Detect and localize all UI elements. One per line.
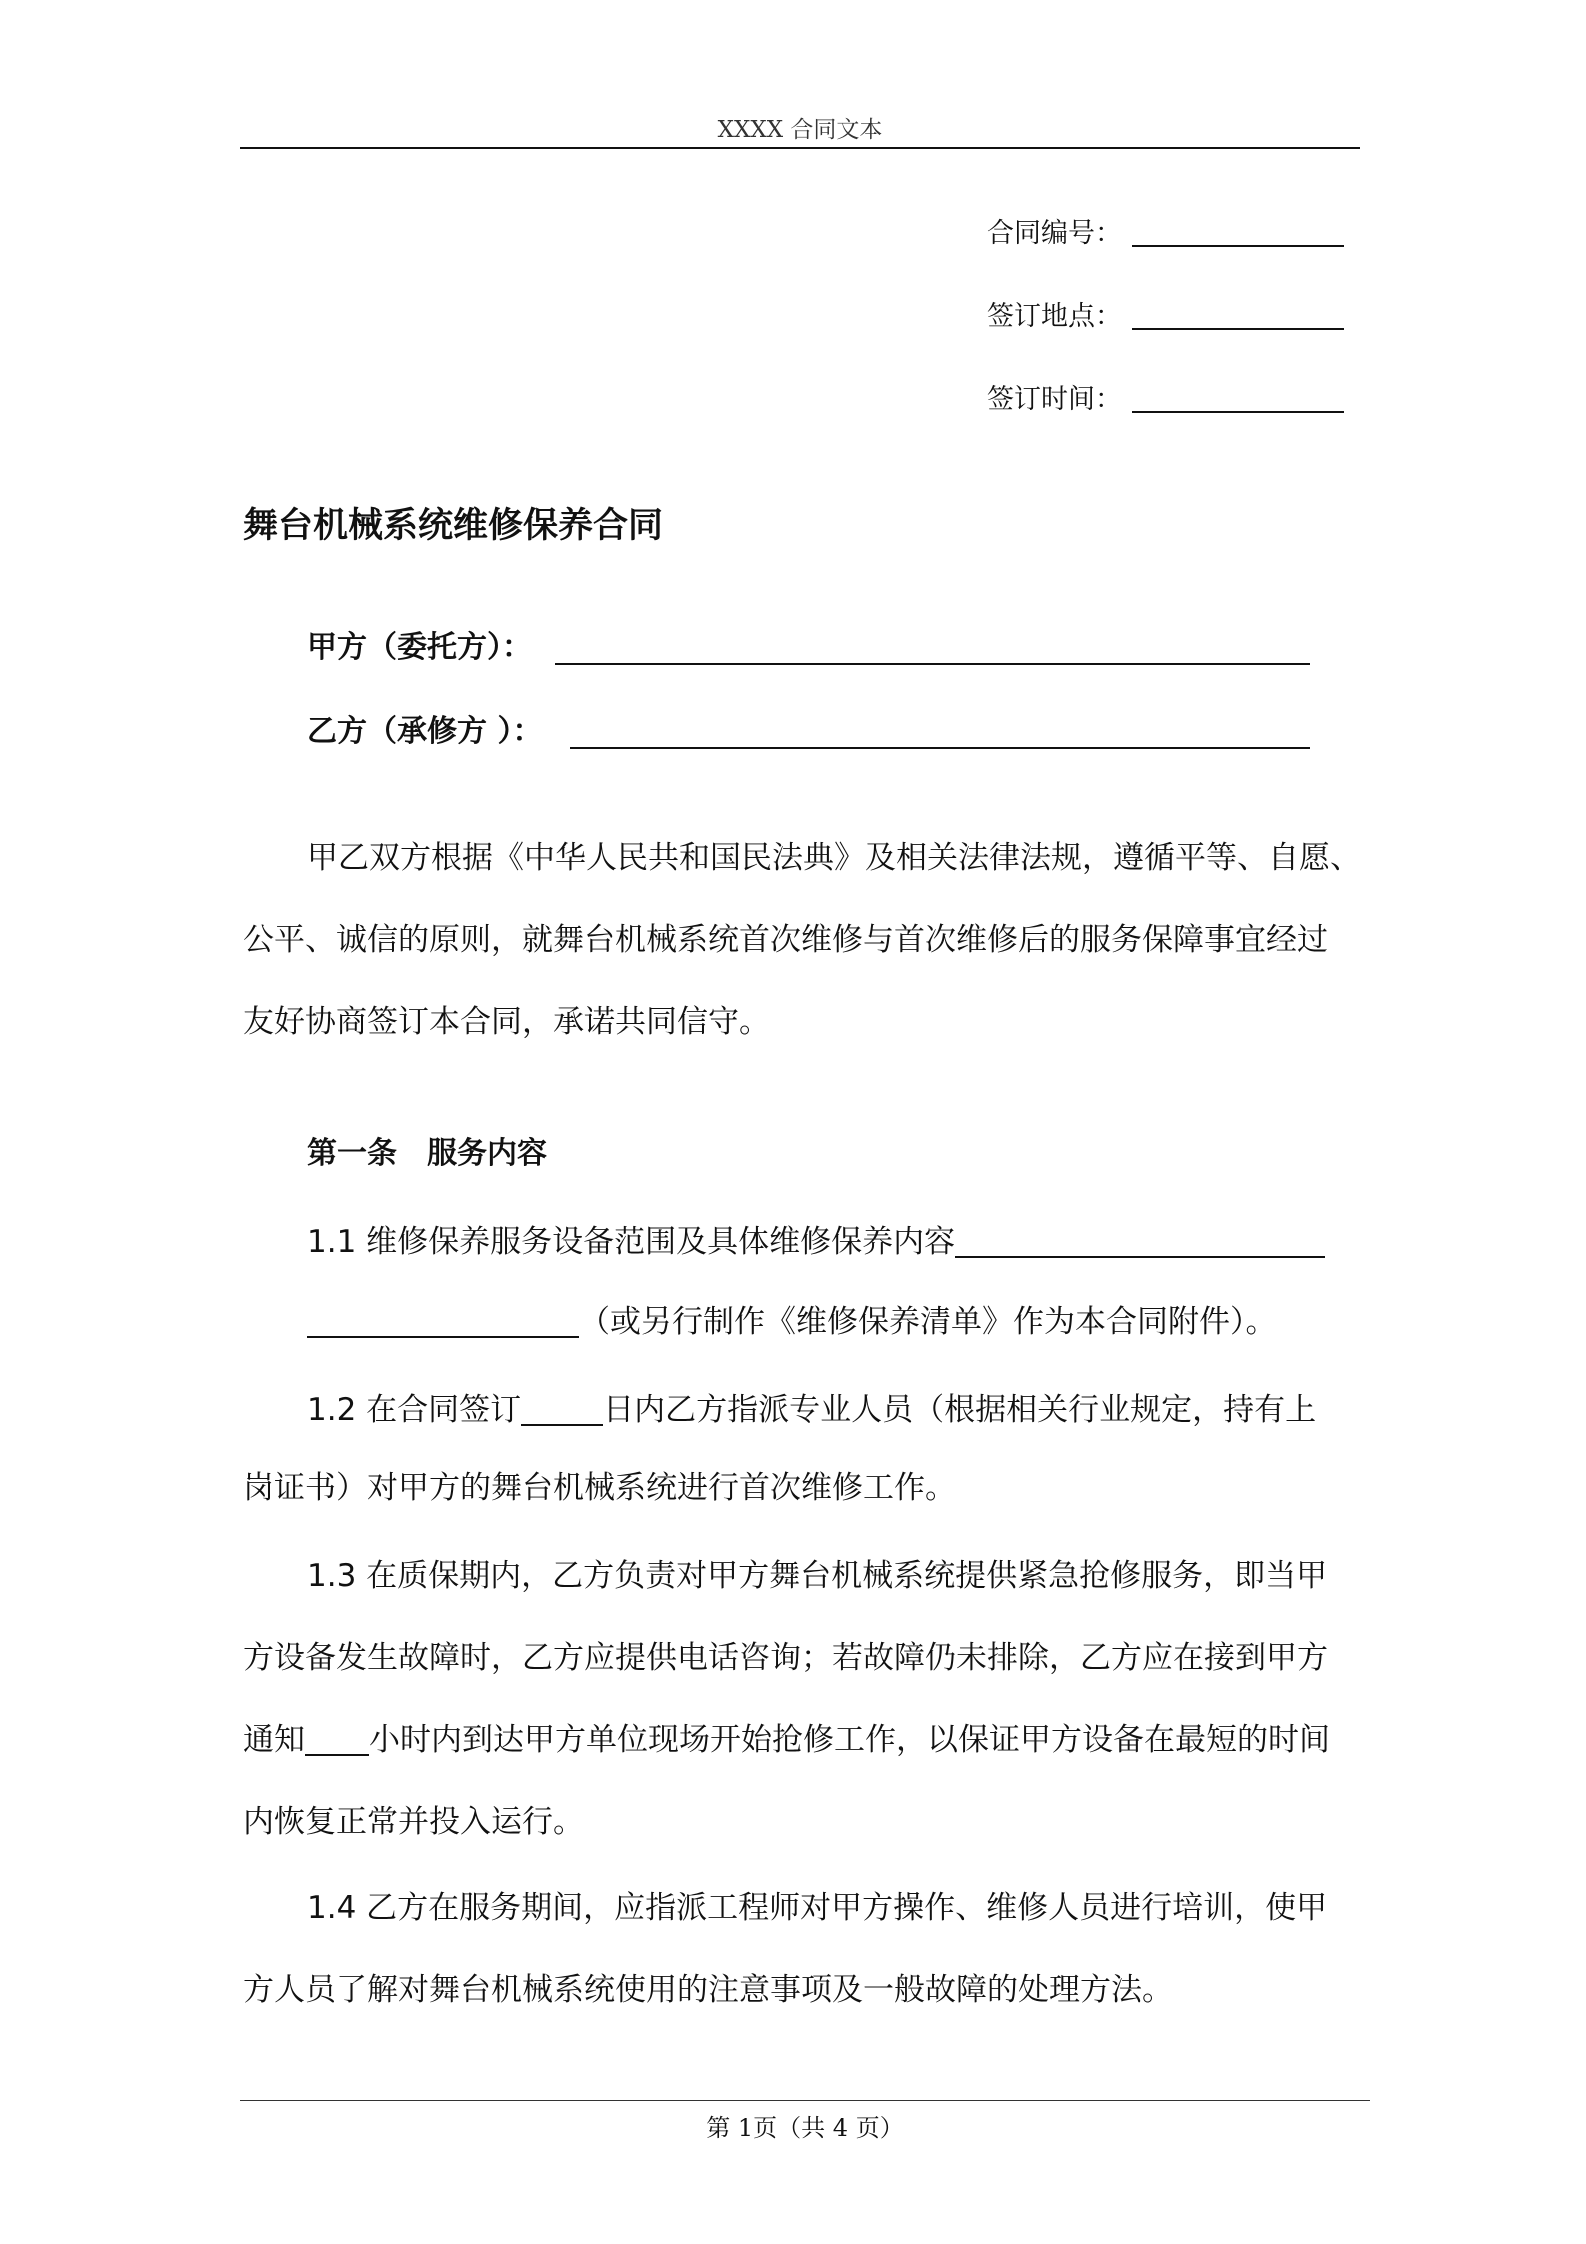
- clause-1-3-line-3: [243, 1714, 1330, 1759]
- sign-place-label: 签订地点：: [987, 301, 1122, 332]
- clause-1-2-line-2: 岗证书）对甲方的舞台机械系统进行首次维修工作。: [243, 1470, 956, 1506]
- hours-blank[interactable]: [305, 1723, 369, 1756]
- clause-1-2-text-a: 1.2 在合同签订: [307, 1392, 522, 1428]
- party-a-blank[interactable]: [555, 663, 1310, 665]
- footer-rule: [240, 2100, 1370, 2101]
- page-number: 第 1页（共 4 页）: [706, 2114, 904, 2142]
- clause-1-1-text: 1.1 维修保养服务设备范围及具体维修保养内容: [307, 1224, 956, 1260]
- intro-line-2: 公平、诚信的原则，就舞台机械系统首次维修与首次维修后的服务保障事宜经过: [243, 922, 1328, 958]
- article-number: 第一条: [307, 1136, 397, 1171]
- party-b-blank[interactable]: [570, 747, 1310, 749]
- article-title: 服务内容: [427, 1136, 547, 1171]
- clause-1-1-line-1: [307, 1216, 1325, 1261]
- clause-1-3-line-1: 1.3 在质保期内，乙方负责对甲方舞台机械系统提供紧急抢修服务，即当甲: [307, 1558, 1328, 1594]
- days-blank[interactable]: [521, 1393, 603, 1426]
- contract-number-blank[interactable]: [1132, 245, 1344, 247]
- intro-line-3: 友好协商签订本合同，承诺共同信守。: [243, 1004, 770, 1040]
- clause-1-3-line-4: 内恢复正常并投入运行。: [243, 1804, 584, 1840]
- clause-1-1-line-2: [307, 1296, 1277, 1341]
- sign-time-blank[interactable]: [1132, 411, 1344, 413]
- clause-1-2-line-1: [307, 1384, 1316, 1429]
- contract-number-label: 合同编号：: [987, 218, 1122, 249]
- party-b-label: 乙方（承修方 ）：: [307, 714, 543, 749]
- sign-time-label: 签订时间：: [987, 384, 1122, 415]
- clause-1-3-text-b: 小时内到达甲方单位现场开始抢修工作，以保证甲方设备在最短的时间: [369, 1722, 1330, 1758]
- header-rule: [240, 147, 1360, 149]
- document-title: 舞台机械系统维修保养合同: [243, 506, 664, 546]
- service-scope-blank-2[interactable]: [307, 1305, 579, 1338]
- clause-1-4-line-2: 方人员了解对舞台机械系统使用的注意事项及一般故障的处理方法。: [243, 1972, 1173, 2008]
- article-1-heading: [307, 1128, 547, 1172]
- clause-1-1-text-2: （或另行制作《维修保养清单》作为本合同附件）。: [579, 1304, 1277, 1340]
- clause-1-3-text-a: 通知: [243, 1722, 305, 1758]
- clause-1-3-line-2: 方设备发生故障时，乙方应提供电话咨询；若故障仍未排除，乙方应在接到甲方: [243, 1640, 1328, 1676]
- clause-1-2-text-b: 日内乙方指派专业人员（根据相关行业规定，持有上: [603, 1392, 1317, 1428]
- intro-line-1: 甲乙双方根据《中华人民共和国民法典》及相关法律法规，遵循平等、自愿、: [307, 840, 1361, 876]
- party-a-label: 甲方（委托方）：: [307, 630, 532, 665]
- clause-1-4-line-1: 1.4 乙方在服务期间，应指派工程师对甲方操作、维修人员进行培训，使甲: [307, 1890, 1328, 1926]
- sign-place-blank[interactable]: [1132, 328, 1344, 330]
- service-scope-blank[interactable]: [955, 1225, 1325, 1258]
- page-header: XXXX 合同文本: [717, 117, 883, 143]
